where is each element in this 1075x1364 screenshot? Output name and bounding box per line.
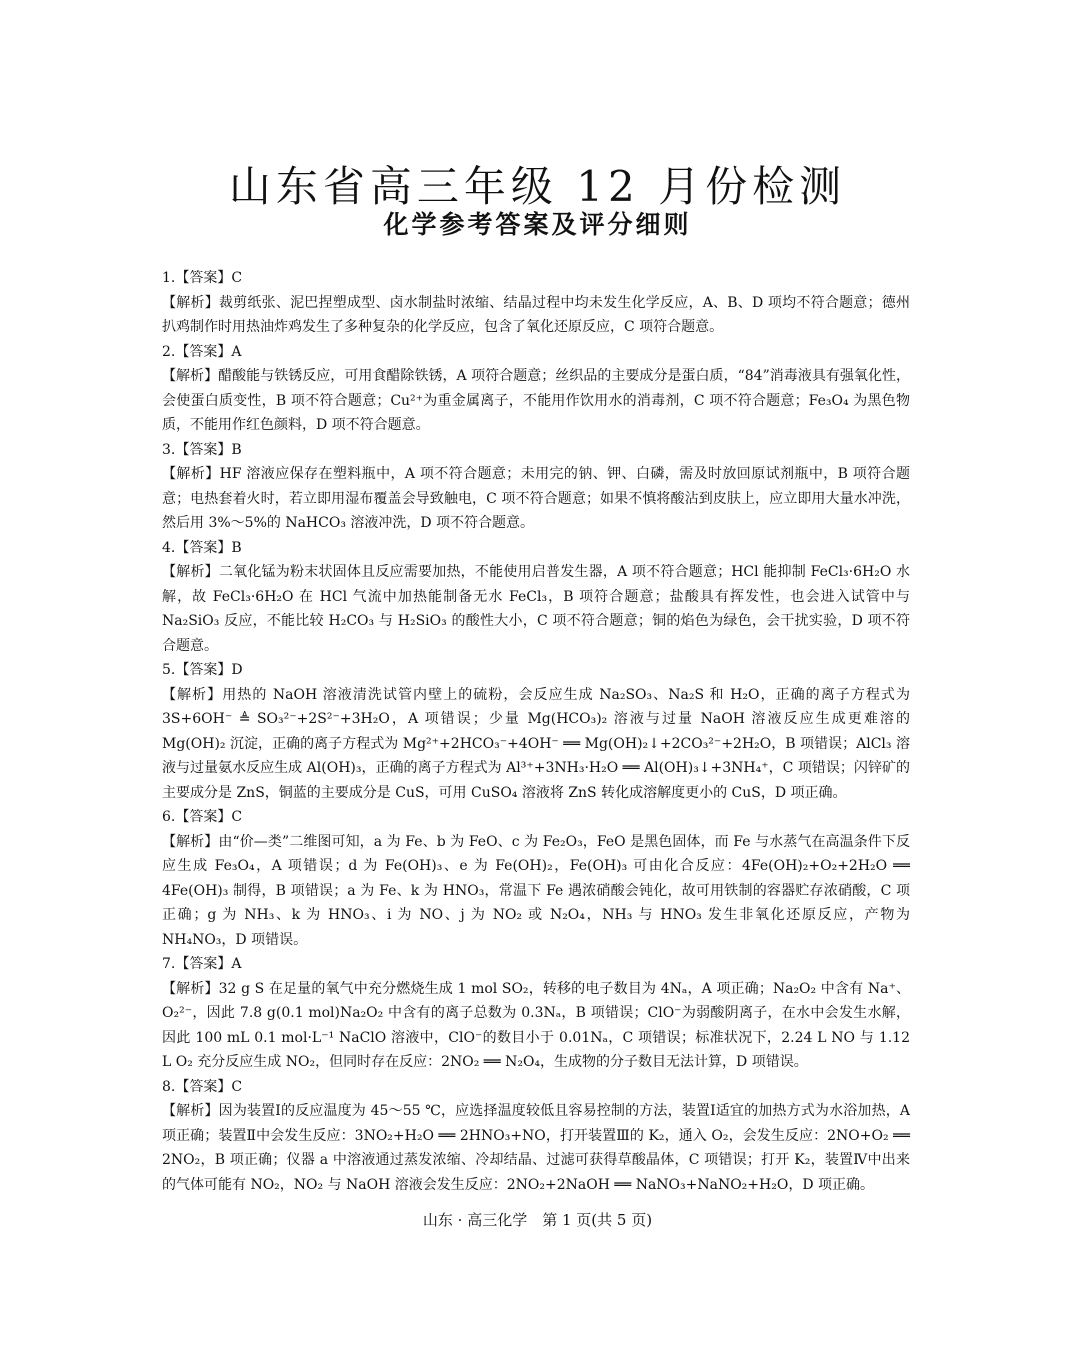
answer-explanation: 【解析】醋酸能与铁锈反应，可用食醋除铁锈，A 项符合题意；丝织品的主要成分是蛋白质，“84”消毒液具有强氧化性，会使蛋白质变性，B 项不符合题意；Cu²⁺为重金属离子，不能用作饮用水的消毒剂，C 项不符合题意；Fe₃O₄ 为黑色物质，不能用作红色颜料，D 项不符合题意。: [162, 368, 910, 433]
answer-item: [162, 658, 910, 805]
answer-label: 5.【答案】D: [162, 662, 243, 678]
document-title: 山东省高三年级 12 月份检测: [228, 162, 847, 211]
answer-item: [162, 1075, 910, 1198]
answer-explanation: 【解析】用热的 NaOH 溶液清洗试管内壁上的硫粉，会反应生成 Na₂SO₃、Na₂S 和 H₂O，正确的离子方程式为 3S+6OH⁻ ≜ SO₃²⁻+2S²⁻+3H₂O，A 项错误；少量 Mg(HCO₃)₂ 溶液与过量 NaOH 溶液反应生成更难溶的 Mg(OH)₂ 沉淀，正确的离子方程式为 Mg²⁺+2HCO₃⁻+4OH⁻ ══ Mg(OH)₂↓+2CO₃²⁻+2H₂O，B 项错误；AlCl₃ 溶液与过量氨水反应生成 Al(OH)₃，正确的离子方程式为 Al³⁺+3NH₃·H₂O ══ Al(OH)₃↓+3NH₄⁺，C 项错误；闪锌矿的主要成分是 ZnS，铜蓝的主要成分是 CuS，可用 CuSO₄ 溶液将 ZnS 转化成溶解度更小的 CuS，D 项正确。: [162, 686, 910, 801]
document-subtitle: 化学参考答案及评分细则: [383, 210, 692, 239]
page-footer: 山东 · 高三化学 第 1 页(共 5 页): [422, 1211, 653, 1229]
answer-explanation: 【解析】由“价—类”二维图可知，a 为 Fe、b 为 FeO、c 为 Fe₂O₃，FeO 是黑色固体，而 Fe 与水蒸气在高温条件下反应生成 Fe₃O₄，A 项错误；d 为 Fe(OH)₃、e 为 Fe(OH)₂，Fe(OH)₃ 可由化合反应：4Fe(OH)₂+O₂+2H₂O ══ 4Fe(OH)₃ 制得，B 项错误；a 为 Fe、k 为 HNO₃，常温下 Fe 遇浓硝酸会钝化，故可用铁制的容器贮存浓硝酸，C 项正确；g 为 NH₃、k 为 HNO₃、i 为 NO、j 为 NO₂ 或 N₂O₄，NH₃ 与 HNO₃ 发生非氧化还原反应，产物为 NH₄NO₃，D 项错误。: [162, 833, 910, 948]
answer-item: [162, 952, 910, 1075]
answer-label: 6.【答案】C: [162, 809, 243, 825]
answer-label: 2.【答案】A: [162, 343, 242, 360]
answer-item: [162, 536, 910, 659]
answer-label: 8.【答案】C: [162, 1078, 243, 1095]
answer-explanation: 【解析】32 g S 在足量的氧气中充分燃烧生成 1 mol SO₂，转移的电子数目为 4Nₐ，A 项正确；Na₂O₂ 中含有 Na⁺、O₂²⁻，因此 7.8 g(0.1 mol)Na₂O₂ 中含有的离子总数为 0.3Nₐ，B 项错误；ClO⁻为弱酸阴离子，在水中会发生水解，因此 100 mL 0.1 mol·L⁻¹ NaClO 溶液中，ClO⁻的数目小于 0.01Nₐ，C 项错误；标准状况下，2.24 L NO 与 1.12 L O₂ 充分反应生成 NO₂，但同时存在反应：2NO₂ ══ N₂O₄，生成物的分子数目无法计算，D 项错误。: [162, 980, 910, 1070]
answer-item: [162, 805, 910, 952]
answer-label: 3.【答案】B: [162, 441, 242, 458]
answer-item: [162, 266, 910, 340]
answer-explanation: 【解析】二氧化锰为粉末状固体且反应需要加热，不能使用启普发生器，A 项不符合题意；HCl 能抑制 FeCl₃·6H₂O 水解，故 FeCl₃·6H₂O 在 HCl 气流中加热能制备无水 FeCl₃，B 项符合题意；盐酸具有挥发性，也会进入试管中与 Na₂SiO₃ 反应，不能比较 H₂CO₃ 与 H₂SiO₃ 的酸性大小，C 项不符合题意；铜的焰色为绿色，会干扰实验，D 项不符合题意。: [162, 564, 910, 654]
answer-item: [162, 340, 910, 438]
answer-label: 7.【答案】A: [162, 956, 242, 972]
answer-item: [162, 438, 910, 536]
answer-explanation: 【解析】裁剪纸张、泥巴捏塑成型、卤水制盐时浓缩、结晶过程中均未发生化学反应，A、B、D 项均不符合题意；德州扒鸡制作时用热油炸鸡发生了多种复杂的化学反应，包含了氧化还原反应，C 项符合题意。: [162, 294, 910, 335]
answer-list: [162, 266, 910, 1197]
answer-label: 4.【答案】B: [162, 539, 242, 556]
answer-explanation: 【解析】HF 溶液应保存在塑料瓶中，A 项不符合题意；未用完的钠、钾、白磷，需及时放回原试剂瓶中，B 项符合题意；电热套着火时，若立即用湿布覆盖会导致触电，C 项不符合题意；如果不慎将酸沾到皮肤上，应立即用大量水冲洗，然后用 3%～5%的 NaHCO₃ 溶液冲洗，D 项不符合题意。: [162, 466, 910, 531]
answer-explanation: 【解析】因为装置Ⅰ的反应温度为 45～55 ℃，应选择温度较低且容易控制的方法，装置Ⅰ适宜的加热方式为水浴加热，A 项正确；装置Ⅱ中会发生反应：3NO₂+H₂O ══ 2HNO₃+NO，打开装置Ⅲ的 K₂，通入 O₂，会发生反应：2NO+O₂ ══ 2NO₂，B 项正确；仪器 a 中溶液通过蒸发浓缩、冷却结晶、过滤可获得草酸晶体，C 项错误；打开 K₂，装置Ⅳ中出来的气体可能有 NO₂，NO₂ 与 NaOH 溶液会发生反应：2NO₂+2NaOH ══ NaNO₃+NaNO₂+H₂O，D 项正确。: [162, 1103, 910, 1193]
answer-label: 1.【答案】C: [162, 270, 243, 286]
